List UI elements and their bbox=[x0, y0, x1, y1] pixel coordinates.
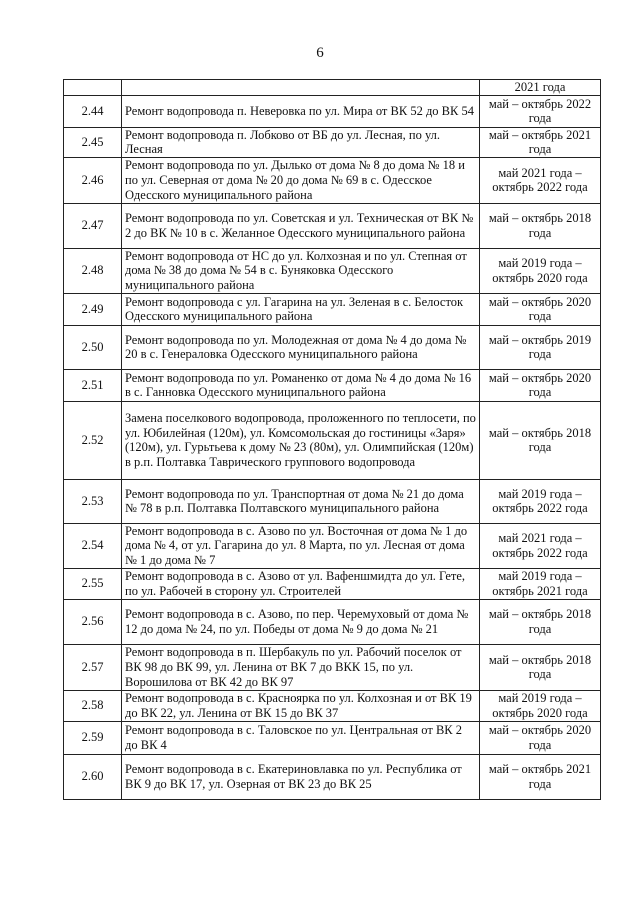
row-number-cell: 2.47 bbox=[64, 203, 122, 248]
work-term-cell: май 2019 года – октябрь 2021 года bbox=[480, 568, 601, 599]
table-row bbox=[64, 127, 601, 157]
work-term-cell: май – октябрь 2018 года bbox=[480, 401, 601, 479]
table-row bbox=[64, 203, 601, 248]
row-number-cell: 2.52 bbox=[64, 401, 122, 479]
works-table bbox=[63, 79, 601, 800]
work-description-cell: Ремонт водопровода по ул. Советская и ул. Техническая от ВК № 2 до ВК № 10 в с. Желанное Одесского муниципального района bbox=[122, 203, 480, 248]
row-number-cell: 2.57 bbox=[64, 644, 122, 690]
row-number-cell: 2.59 bbox=[64, 721, 122, 754]
page-number: 6 bbox=[316, 45, 324, 61]
work-description-cell: Ремонт водопровода по ул. Дылько от дома № 8 до дома № 18 и по ул. Северная от дома № 20 до дома № 69 в с. Одесское Одесского муниципального района bbox=[122, 157, 480, 203]
table-row bbox=[64, 690, 601, 721]
row-number-cell: 2.49 bbox=[64, 293, 122, 325]
row-number-cell: 2.56 bbox=[64, 599, 122, 644]
table-row bbox=[64, 721, 601, 754]
work-description-cell: Замена поселкового водопровода, проложенного по теплосети, по ул. Юбилейная (120м), ул. Комсомольская до гостиницы «Заря» (120м), ул. Гурьтьева к дому № 23 (80м), ул. Олимпийская (120м) в р.п. Полтавка Таврического группового водопровода bbox=[122, 401, 480, 479]
work-term-cell: май – октябрь 2020 года bbox=[480, 369, 601, 401]
table-row bbox=[64, 80, 601, 96]
row-number-cell: 2.58 bbox=[64, 690, 122, 721]
work-description-cell: Ремонт водопровода в с. Красноярка по ул. Колхозная и от ВК 19 до ВК 22, ул. Ленина от ВК 15 до ВК 37 bbox=[122, 690, 480, 721]
work-description-cell: Ремонт водопровода п. Неверовка по ул. Мира от ВК 52 до ВК 54 bbox=[122, 95, 480, 127]
row-number-cell: 2.53 bbox=[64, 479, 122, 523]
table-row bbox=[64, 754, 601, 799]
work-term-cell: май 2019 года – октябрь 2020 года bbox=[480, 690, 601, 721]
work-description-cell: Ремонт водопровода в с. Азово, по пер. Черемуховый от дома № 12 до дома № 24, по ул. Победы от дома № 9 до дома № 21 bbox=[122, 599, 480, 644]
work-description-cell: Ремонт водопровода в с. Азово по ул. Восточная от дома № 1 до дома № 4, от ул. Гагарина до ул. 8 Марта, по ул. Лесная от дома № 1 до дома № 7 bbox=[122, 523, 480, 568]
table-body bbox=[64, 80, 601, 800]
work-description-cell: Ремонт водопровода в с. Екатериновлавка по ул. Республика от ВК 9 до ВК 17, ул. Озерная от ВК 23 до ВК 25 bbox=[122, 754, 480, 799]
work-description-cell: Ремонт водопровода от НС до ул. Колхозная и по ул. Степная от дома № 38 до дома № 54 в с. Буняковка Одесского муниципального района bbox=[122, 248, 480, 293]
work-description-cell bbox=[122, 80, 480, 96]
work-term-cell: май – октябрь 2020 года bbox=[480, 293, 601, 325]
table-row bbox=[64, 568, 601, 599]
work-description-cell: Ремонт водопровода в с. Азово от ул. Вафеншмидта до ул. Гете, по ул. Рабочей в сторону ул. Строителей bbox=[122, 568, 480, 599]
work-term-cell: май 2019 года – октябрь 2020 года bbox=[480, 248, 601, 293]
work-term-cell: май – октябрь 2019 года bbox=[480, 325, 601, 369]
work-term-cell: май – октябрь 2018 года bbox=[480, 599, 601, 644]
work-description-cell: Ремонт водопровода по ул. Транспортная от дома № 21 до дома № 78 в р.п. Полтавка Полтавского муниципального района bbox=[122, 479, 480, 523]
work-description-cell: Ремонт водопровода в с. Таловское по ул. Центральная от ВК 2 до ВК 4 bbox=[122, 721, 480, 754]
table-row bbox=[64, 95, 601, 127]
work-term-cell: 2021 года bbox=[480, 80, 601, 96]
row-number-cell: 2.60 bbox=[64, 754, 122, 799]
row-number-cell: 2.55 bbox=[64, 568, 122, 599]
work-description-cell: Ремонт водопровода с ул. Гагарина на ул. Зеленая в с. Белосток Одесского муниципального района bbox=[122, 293, 480, 325]
row-number-cell: 2.48 bbox=[64, 248, 122, 293]
work-description-cell: Ремонт водопровода п. Лобково от ВБ до ул. Лесная, по ул. Лесная bbox=[122, 127, 480, 157]
table-row bbox=[64, 644, 601, 690]
work-term-cell: май 2019 года – октябрь 2022 года bbox=[480, 479, 601, 523]
row-number-cell: 2.51 bbox=[64, 369, 122, 401]
row-number-cell: 2.46 bbox=[64, 157, 122, 203]
work-term-cell: май 2021 года – октябрь 2022 года bbox=[480, 523, 601, 568]
work-term-cell: май – октябрь 2020 года bbox=[480, 721, 601, 754]
table-row bbox=[64, 325, 601, 369]
work-term-cell: май – октябрь 2018 года bbox=[480, 203, 601, 248]
work-term-cell: май – октябрь 2021 года bbox=[480, 127, 601, 157]
work-description-cell: Ремонт водопровода в п. Шербакуль по ул. Рабочий поселок от ВК 98 до ВК 99, ул. Ленина от ВК 7 до ВКК 15, по ул. Ворошилова от ВК 42 до ВК 97 bbox=[122, 644, 480, 690]
work-term-cell: май – октябрь 2021 года bbox=[480, 754, 601, 799]
work-description-cell: Ремонт водопровода по ул. Молодежная от дома № 4 до дома № 20 в с. Генераловка Одесского муниципального района bbox=[122, 325, 480, 369]
table-row bbox=[64, 248, 601, 293]
row-number-cell: 2.50 bbox=[64, 325, 122, 369]
table-row bbox=[64, 479, 601, 523]
table-row bbox=[64, 157, 601, 203]
row-number-cell bbox=[64, 80, 122, 96]
work-description-cell: Ремонт водопровода по ул. Романенко от дома № 4 до дома № 16 в с. Ганновка Одесского муниципального района bbox=[122, 369, 480, 401]
table-row bbox=[64, 401, 601, 479]
row-number-cell: 2.45 bbox=[64, 127, 122, 157]
table-row bbox=[64, 523, 601, 568]
row-number-cell: 2.54 bbox=[64, 523, 122, 568]
work-term-cell: май 2021 года – октябрь 2022 года bbox=[480, 157, 601, 203]
work-term-cell: май – октябрь 2018 года bbox=[480, 644, 601, 690]
work-term-cell: май – октябрь 2022 года bbox=[480, 95, 601, 127]
row-number-cell: 2.44 bbox=[64, 95, 122, 127]
table-row bbox=[64, 599, 601, 644]
table-row bbox=[64, 293, 601, 325]
table-row bbox=[64, 369, 601, 401]
